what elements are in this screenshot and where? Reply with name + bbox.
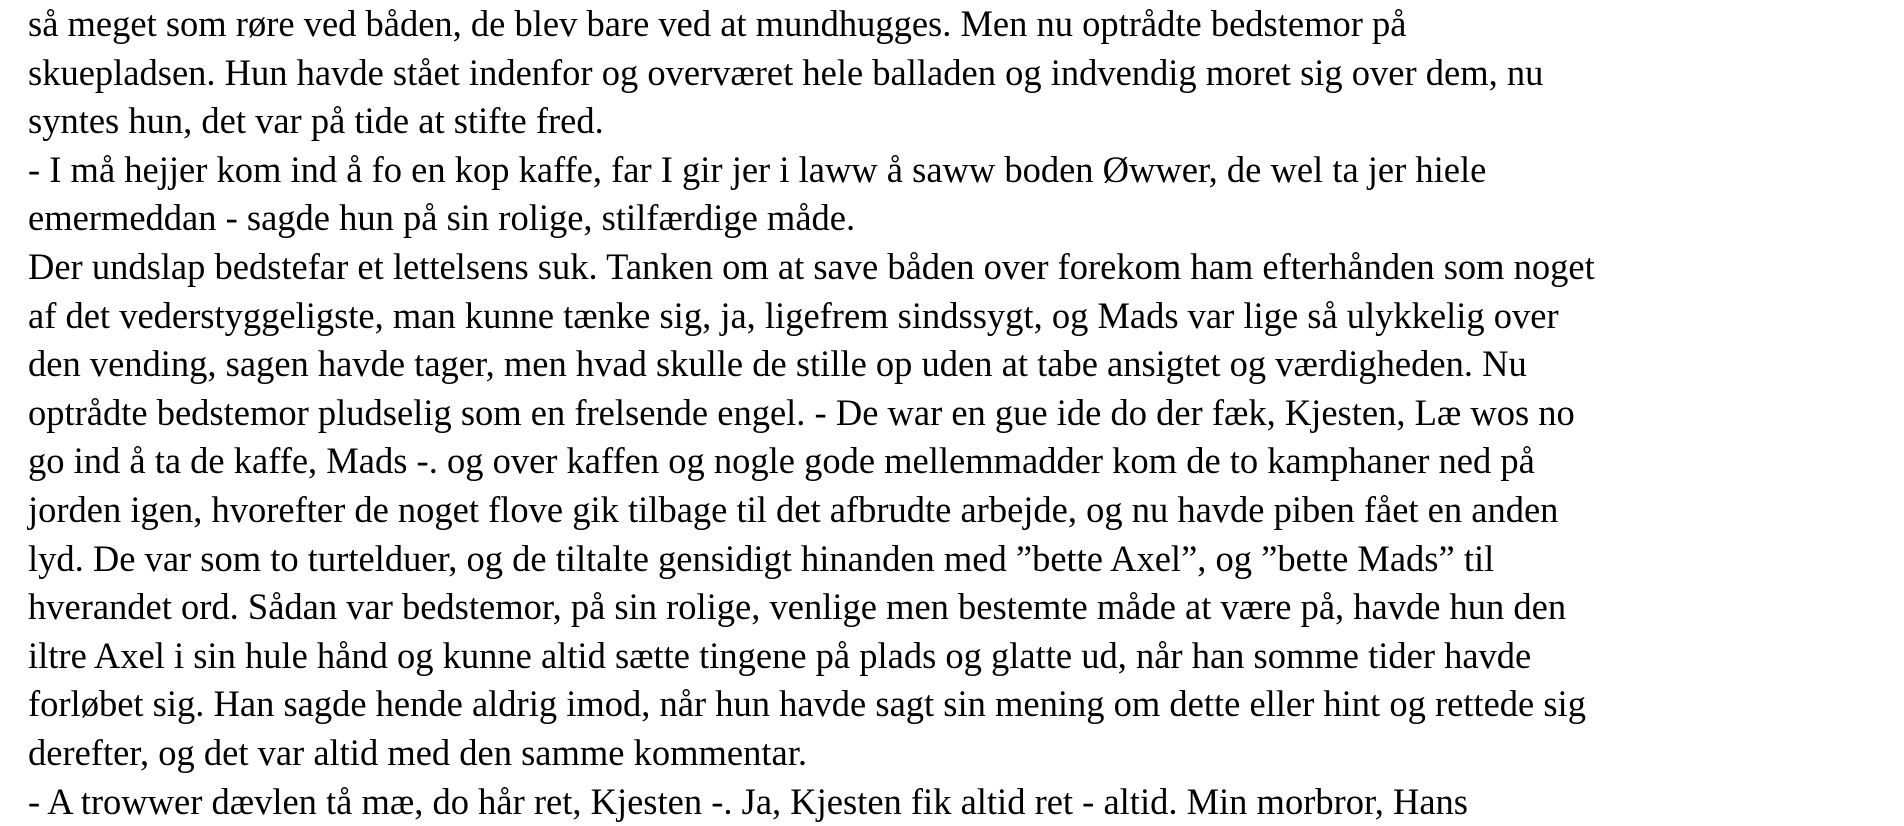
text-line: syntes hun, det var på tide at stifte fred. (28, 97, 1888, 146)
text-line: så meget som røre ved båden, de blev bare ved at mundhugges. Men nu optrådte bedstemor på (28, 0, 1888, 49)
text-line: af det vederstyggeligste, man kunne tænke sig, ja, ligefrem sindssygt, og Mads var lige så ulykkelig over (28, 292, 1888, 341)
text-line: Der undslap bedstefar et lettelsens suk. Tanken om at save båden over forekom ham efterhånden som noget (28, 243, 1888, 292)
text-line: - A trowwer dævlen tå mæ, do hår ret, Kjesten -. Ja, Kjesten fik altid ret - altid. Min morbror, Hans (28, 778, 1888, 826)
text-line: - I må hejjer kom ind å fo en kop kaffe, far I gir jer i laww å saww boden Øwwer, de wel ta jer hiele (28, 146, 1888, 195)
text-line: optrådte bedstemor pludselig som en frelsende engel. - De war en gue ide do der fæk, Kjesten, Læ wos no (28, 389, 1888, 438)
text-line: emermeddan - sagde hun på sin rolige, stilfærdige måde. (28, 194, 1888, 243)
text-line: forløbet sig. Han sagde hende aldrig imod, når hun havde sagt sin mening om dette eller hint og rettede sig (28, 680, 1888, 729)
text-line: jorden igen, hvorefter de noget flove gik tilbage til det afbrudte arbejde, og nu havde piben fået en anden (28, 486, 1888, 535)
text-line: lyd. De var som to turtelduer, og de tiltalte gensidigt hinanden med ”bette Axel”, og ”bette Mads” til (28, 535, 1888, 584)
text-line: iltre Axel i sin hule hånd og kunne altid sætte tingene på plads og glatte ud, når han somme tider havde (28, 632, 1888, 681)
text-line: skuepladsen. Hun havde stået indenfor og overværet hele balladen og indvendig moret sig over dem, nu (28, 49, 1888, 98)
document-page (28, 0, 1888, 826)
text-line: derefter, og det var altid med den samme kommentar. (28, 729, 1888, 778)
text-line: go ind å ta de kaffe, Mads -. og over kaffen og nogle gode mellemmadder kom de to kamphaner ned på (28, 437, 1888, 486)
text-line: den vending, sagen havde tager, men hvad skulle de stille op uden at tabe ansigtet og værdigheden. Nu (28, 340, 1888, 389)
text-line: hverandet ord. Sådan var bedstemor, på sin rolige, venlige men bestemte måde at være på, havde hun den (28, 583, 1888, 632)
